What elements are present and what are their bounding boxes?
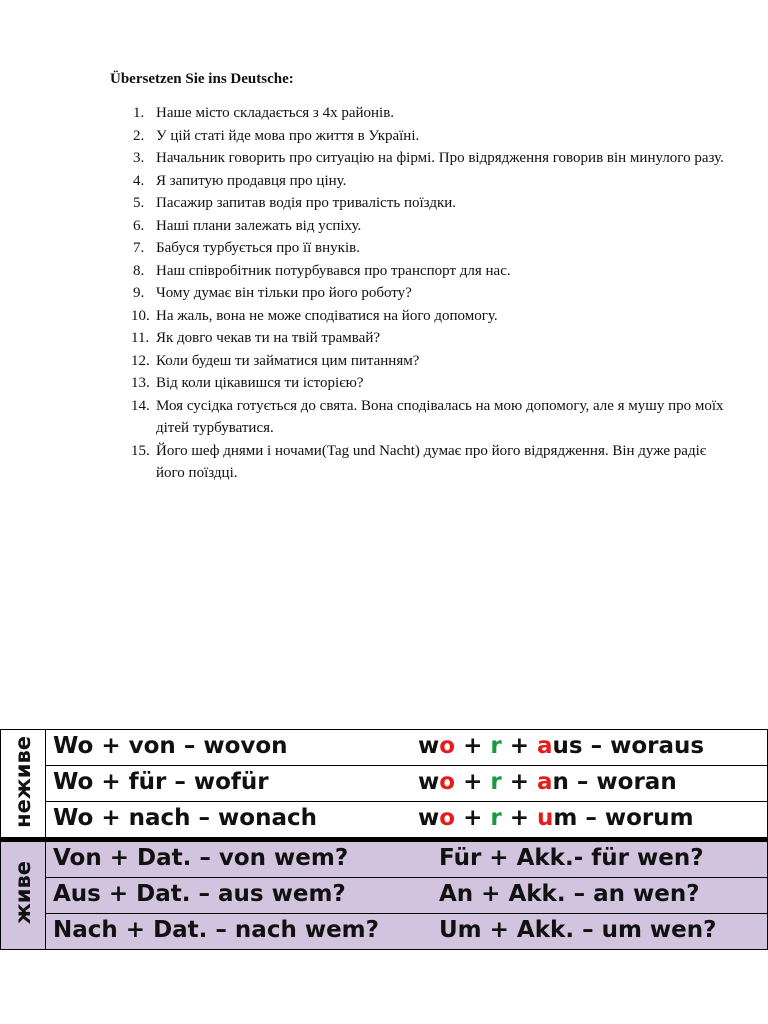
table-row	[1, 842, 768, 878]
animate-table	[0, 841, 768, 950]
item-number: 9.	[133, 285, 145, 301]
table-cell	[46, 842, 768, 878]
inanimate-table	[0, 729, 768, 838]
item-number: 11.	[131, 330, 150, 346]
list-item	[110, 372, 730, 395]
list-item	[110, 282, 730, 305]
list-item	[110, 125, 730, 148]
item-number: 3.	[133, 150, 145, 166]
item-text: Наш співробітник потурбувався про транспорт для нас.	[156, 262, 511, 279]
item-number: 8.	[133, 262, 145, 279]
list-item	[110, 350, 730, 373]
item-text: Пасажир запитав водія про тривалість поїздки.	[156, 195, 457, 211]
rule-right: wo + r + aus – woraus	[418, 733, 705, 759]
item-text: Бабуся турбується про її внуків.	[156, 240, 360, 256]
item-text: Наші плани залежать від успіху.	[156, 217, 362, 234]
item-text: Начальник говорить про ситуацію на фірмі. Про відрядження говорив він минулого разу.	[156, 150, 724, 166]
list-item	[110, 260, 730, 283]
item-number: 14.	[131, 397, 150, 414]
list-item	[110, 440, 730, 485]
side-label-cell	[1, 842, 46, 950]
table-cell	[46, 802, 768, 838]
rule-right: wo + r + an – woran	[418, 769, 677, 795]
table-row	[1, 878, 768, 914]
item-number: 13.	[131, 375, 150, 391]
list-item	[110, 170, 730, 193]
rule-right: Um + Akk. – um wen?	[439, 917, 717, 943]
list-item	[110, 215, 730, 238]
item-number: 15.	[131, 442, 150, 459]
rule-right: wo + r + um – worum	[418, 805, 694, 831]
item-text: Я запитую продавця про ціну.	[156, 172, 347, 189]
rule-left: Wo + von – wovon	[53, 733, 288, 759]
item-number: 2.	[133, 127, 145, 144]
table-cell	[46, 730, 768, 766]
list-item	[110, 327, 730, 350]
exercise-list	[110, 102, 730, 485]
list-item	[110, 305, 730, 328]
item-number: 12.	[131, 352, 150, 369]
item-number: 1.	[133, 105, 145, 121]
item-text: Його шеф днями і ночами(Tag und Nacht) думає про його відрядження. Він дуже радіє його поїздці.	[156, 442, 707, 481]
table-cell	[46, 766, 768, 802]
rule-left: Wo + nach – wonach	[53, 805, 318, 831]
item-text: Як довго чекав ти на твій трамвай?	[156, 330, 381, 346]
table-cell	[46, 878, 768, 914]
item-number: 6.	[133, 217, 145, 234]
rule-left: Aus + Dat. – aus wem?	[53, 881, 346, 907]
item-text: Моя сусідка готується до свята. Вона сподівалась на мою допомогу, але я мушу про моїх дітей турбуватися.	[156, 397, 724, 436]
exercise-heading: Übersetzen Sie ins Deutsche:	[110, 71, 294, 87]
list-item	[110, 147, 730, 170]
item-text: У цій статі йде мова про життя в Україні.	[156, 127, 420, 144]
rule-right: Für + Akk.- für wen?	[439, 845, 704, 871]
rule-left: Von + Dat. – von wem?	[53, 845, 349, 871]
item-number: 10.	[131, 307, 150, 324]
item-text: Коли будеш ти займатися цим питанням?	[156, 352, 420, 369]
grammar-tables	[0, 729, 768, 950]
item-number: 7.	[133, 240, 145, 256]
table-cell	[46, 914, 768, 950]
list-item	[110, 237, 730, 260]
list-item	[110, 102, 730, 125]
item-number: 4.	[133, 172, 145, 189]
item-number: 5.	[133, 195, 145, 211]
rule-right: An + Akk. – an wen?	[439, 881, 700, 907]
side-label-cell	[1, 730, 46, 838]
item-text: Наше місто складається з 4х районів.	[156, 105, 395, 121]
inanimate-label: неживе	[11, 735, 35, 828]
table-row	[1, 914, 768, 950]
animate-label: живе	[11, 860, 35, 925]
item-text: Чому думає він тільки про його роботу?	[156, 285, 412, 301]
item-text: Від коли цікавишся ти історією?	[156, 375, 364, 391]
rule-left: Wo + für – wofür	[53, 769, 269, 795]
list-item	[110, 192, 730, 215]
item-text: На жаль, вона не може сподіватися на його допомогу.	[156, 307, 498, 324]
table-row	[1, 730, 768, 766]
rule-left: Nach + Dat. – nach wem?	[53, 917, 379, 943]
table-row	[1, 766, 768, 802]
list-item	[110, 395, 730, 440]
table-row	[1, 802, 768, 838]
